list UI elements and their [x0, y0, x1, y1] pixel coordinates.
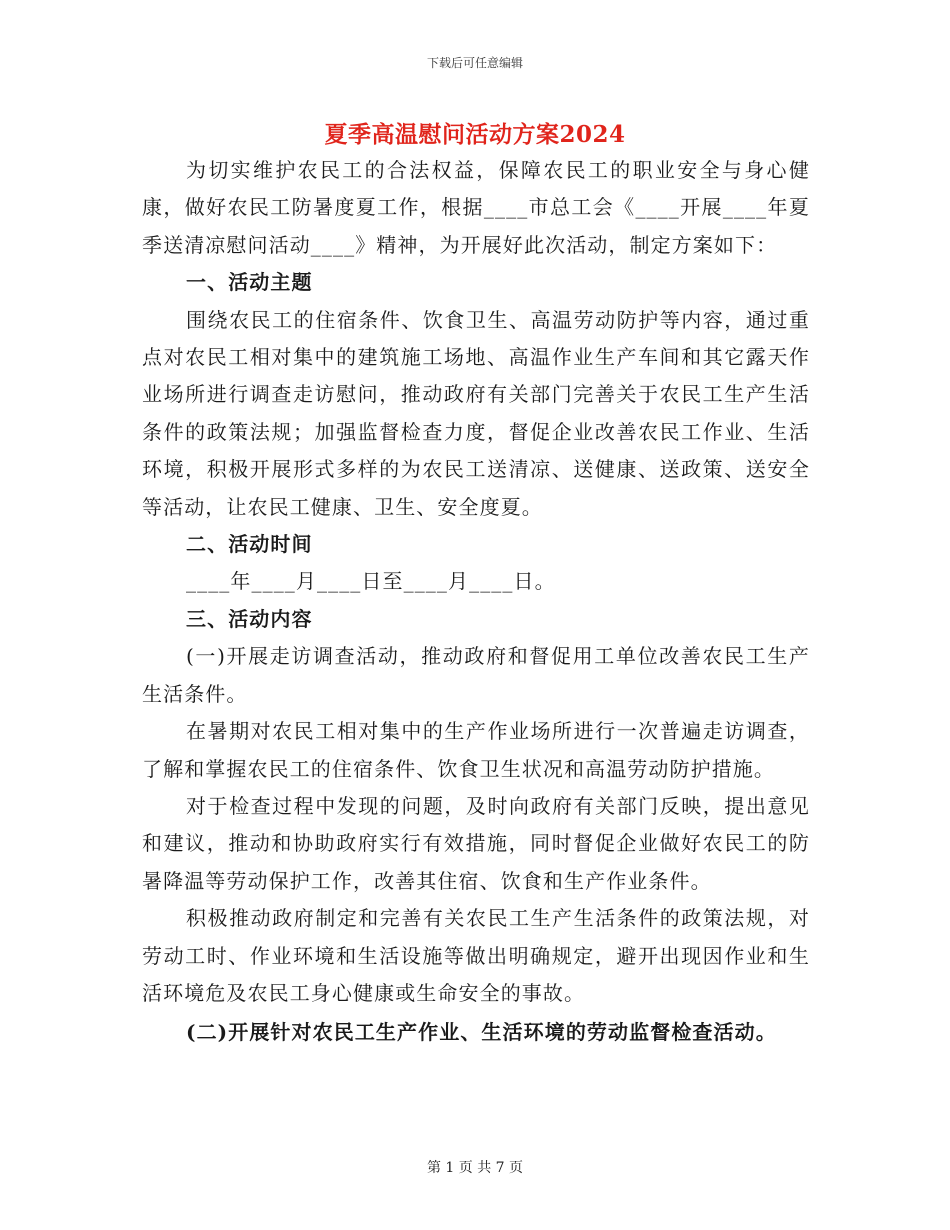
content-item-1-paragraph-2: 对于检查过程中发现的问题，及时向政府有关部门反映，提出意见和建议，推动和协助政府实行有效措施，同时督促企业做好农民工的防暑降温等劳动保护工作，改善其住宿、饮食和生产作业条件。: [142, 793, 810, 893]
intro-paragraph: 为切实维护农民工的合法权益，保障农民工的职业安全与身心健康，做好农民工防暑度夏工作，根据____市总工会《____开展____年夏季送清凉慰问活动____》精神，为开展好此次活动，制定方案如下：: [142, 158, 810, 257]
content-item-1-heading: (一)开展走访调查活动，推动政府和督促用工单位改善农民工生产生活条件。: [142, 644, 810, 706]
section-time-paragraph: ____年____月____日至____月____日。: [186, 569, 556, 594]
page-number: 第 1 页 共 7 页: [426, 1160, 524, 1176]
section-heading-time: 二、活动时间: [186, 532, 313, 557]
section-heading-content: 三、活动内容: [186, 606, 313, 631]
section-heading-theme: 一、活动主题: [186, 270, 313, 295]
content-item-1-paragraph-3: 积极推动政府制定和完善有关农民工生产生活条件的政策法规，对劳动工时、作业环境和生活设施等做出明确规定，避开出现因作业和生活环境危及农民工身心健康或生命安全的事故。: [142, 906, 810, 1005]
section-theme-paragraph: 围绕农民工的住宿条件、饮食卫生、高温劳动防护等内容，通过重点对农民工相对集中的建筑施工场地、高温作业生产车间和其它露天作业场所进行调查走访慰问，推动政府有关部门完善关于农民工生产生活条件的政策法规；加强监督检查力度，督促企业改善农民工作业、生活环境，积极开展形式多样的为农民工送清凉、送健康、送政策、送安全等活动，让农民工健康、卫生、安全度夏。: [142, 307, 810, 519]
content-item-1-paragraph-1: 在暑期对农民工相对集中的生产作业场所进行一次普遍走访调查，了解和掌握农民工的住宿条件、饮食卫生状况和高温劳动防护措施。: [142, 719, 810, 781]
content-item-2-heading: (二)开展针对农民工生产作业、生活环境的劳动监督检查活动。: [186, 1020, 777, 1045]
document-body: [142, 152, 810, 1052]
document-title: 夏季高温慰问活动方案2024: [324, 121, 626, 148]
header-note: 下载后可任意编辑: [426, 56, 523, 70]
